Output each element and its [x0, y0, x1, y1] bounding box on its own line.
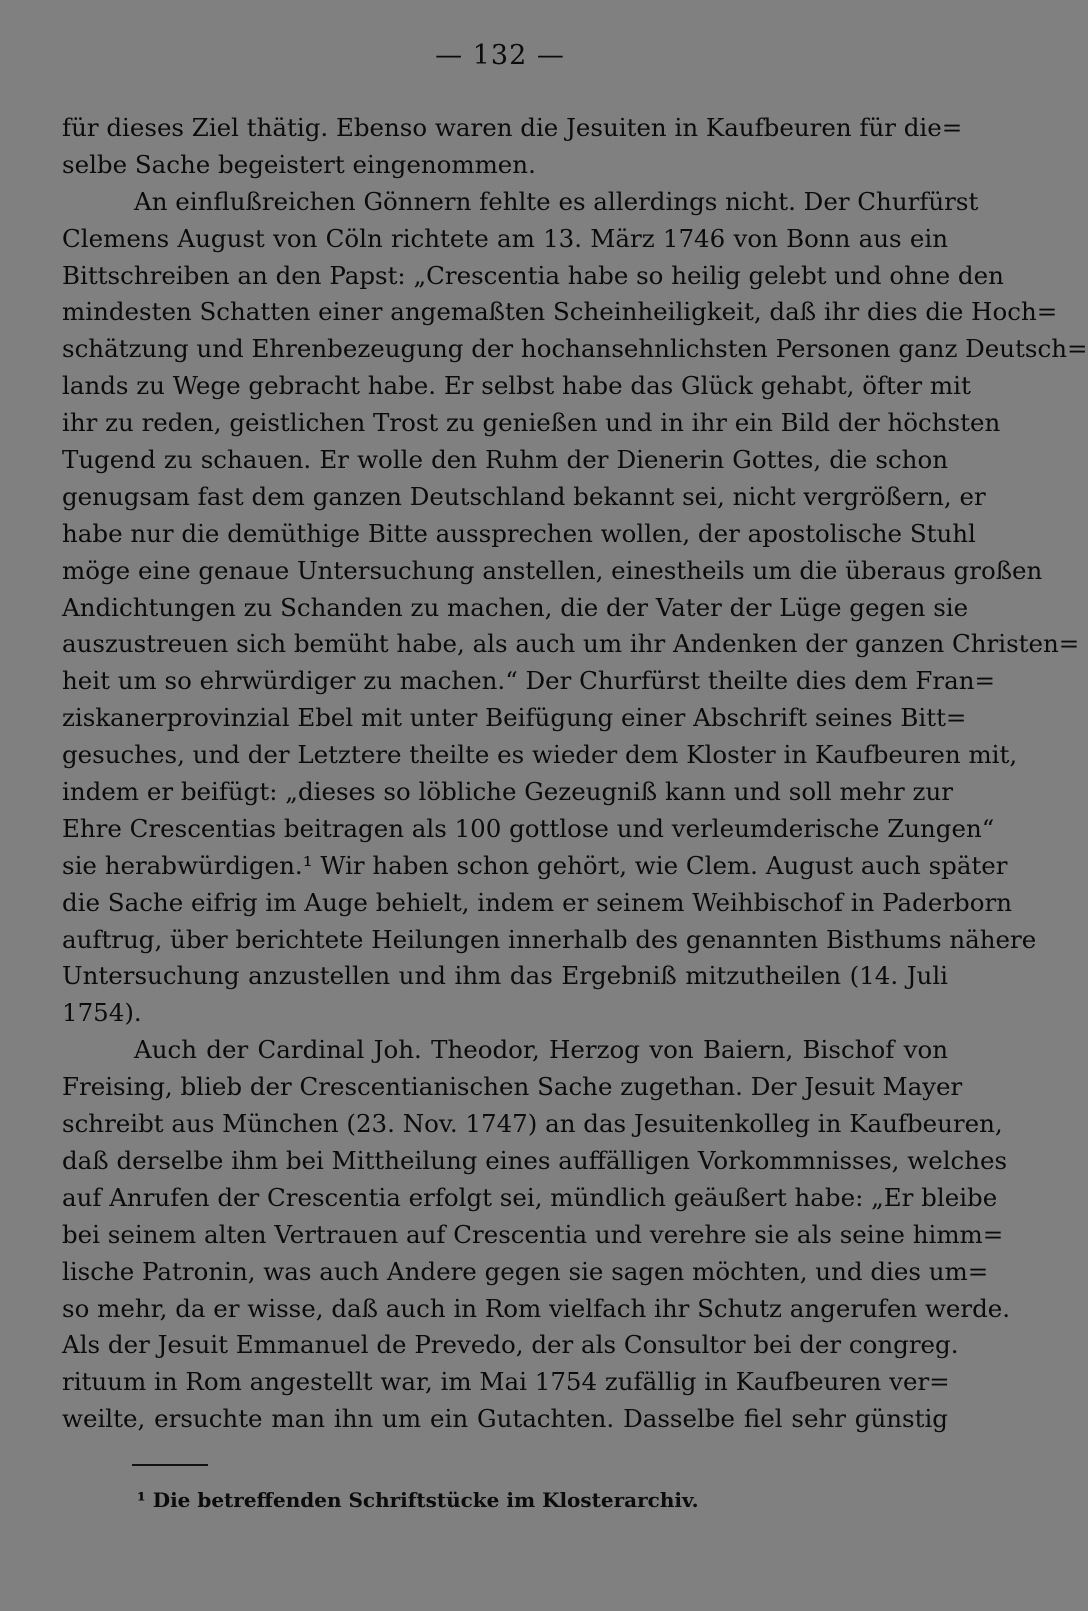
- text-line: auszustreuen sich bemüht habe, als auch um ihr Andenken der ganzen Christen=: [62, 629, 1080, 659]
- text-line: weilte, ersuchte man ihn um ein Gutachten. Dasselbe fiel sehr günstig: [62, 1404, 948, 1434]
- text-line: daß derselbe ihm bei Mittheilung eines auffälligen Vorkommnisses, welches: [62, 1145, 1008, 1175]
- text-line: 1754).: [62, 998, 142, 1028]
- text-line: ihr zu reden, geistlichen Trost zu genießen und in ihr ein Bild der höchsten: [62, 408, 1001, 438]
- body-text: [62, 110, 1088, 1438]
- text-line: auftrug, über berichtete Heilungen innerhalb des genannten Bisthums nähere: [62, 924, 1037, 954]
- text-line: indem er beifügt: „dieses so löbliche Gezeugniß kann und soll mehr zur: [62, 777, 953, 807]
- text-line: habe nur die demüthige Bitte aussprechen wollen, der apostolische Stuhl: [62, 518, 976, 548]
- text-line: lische Patronin, was auch Andere gegen sie sagen möchten, und dies um=: [62, 1256, 989, 1286]
- text-line: gesuches, und der Letztere theilte es wieder dem Kloster in Kaufbeuren mit,: [62, 740, 1018, 770]
- text-line: rituum in Rom angestellt war, im Mai 1754 zufällig in Kaufbeuren ver=: [62, 1367, 950, 1397]
- text-line: auf Anrufen der Crescentia erfolgt sei, mündlich geäußert habe: „Er bleibe: [62, 1182, 998, 1212]
- text-line: Andichtungen zu Schanden zu machen, die der Vater der Lüge gegen sie: [62, 592, 969, 622]
- text-line: ziskanerprovinzial Ebel mit unter Beifügung einer Abschrift seines Bitt=: [62, 703, 967, 733]
- footnote-divider: [132, 1464, 208, 1466]
- text-line: Auch der Cardinal Joh. Theodor, Herzog von Baiern, Bischof von: [134, 1035, 948, 1065]
- text-line: Clemens August von Cöln richtete am 13. März 1746 von Bonn aus ein: [62, 223, 948, 253]
- text-line: heit um so ehrwürdiger zu machen.“ Der Churfürst theilte dies dem Fran=: [62, 666, 996, 696]
- text-line: sie herabwürdigen.¹ Wir haben schon gehört, wie Clem. August auch später: [62, 850, 1008, 880]
- text-line: Bittschreiben an den Papst: „Crescentia habe so heilig gelebt und ohne den: [62, 260, 1004, 290]
- text-line: schreibt aus München (23. Nov. 1747) an das Jesuitenkolleg in Kaufbeuren,: [62, 1109, 1003, 1139]
- text-line: An einflußreichen Gönnern fehlte es allerdings nicht. Der Churfürst: [134, 186, 979, 216]
- footnote: ¹ Die betreffenden Schriftstücke im Klosterarchiv.: [137, 1488, 699, 1512]
- text-line: selbe Sache begeistert eingenommen.: [62, 149, 536, 179]
- text-line: Als der Jesuit Emmanuel de Prevedo, der als Consultor bei der congreg.: [62, 1330, 959, 1360]
- text-line: bei seinem alten Vertrauen auf Crescentia und verehre sie als seine himm=: [62, 1219, 1004, 1249]
- page-number: — 132 —: [435, 40, 565, 71]
- text-line: möge eine genaue Untersuchung anstellen, einestheils um die überaus großen: [62, 555, 1043, 585]
- text-line: genugsam fast dem ganzen Deutschland bekannt sei, nicht vergrößern, er: [62, 481, 986, 511]
- text-line: die Sache eifrig im Auge behielt, indem er seinem Weihbischof in Paderborn: [62, 887, 1012, 917]
- text-line: für dieses Ziel thätig. Ebenso waren die Jesuiten in Kaufbeuren für die=: [62, 113, 963, 142]
- text-line: mindesten Schatten einer angemaßten Scheinheiligkeit, daß ihr dies die Hoch=: [62, 297, 1058, 327]
- text-line: so mehr, da er wisse, daß auch in Rom vielfach ihr Schutz angerufen werde.: [62, 1293, 1011, 1323]
- text-line: Ehre Crescentias beitragen als 100 gottlose und verleumderische Zungen“: [62, 813, 995, 843]
- text-line: lands zu Wege gebracht habe. Er selbst habe das Glück gehabt, öfter mit: [62, 371, 971, 401]
- text-line: schätzung und Ehrenbezeugung der hochansehnlichsten Personen ganz Deutsch=: [62, 334, 1088, 364]
- text-line: Freising, blieb der Crescentianischen Sache zugethan. Der Jesuit Mayer: [62, 1072, 963, 1102]
- text-line: Untersuchung anzustellen und ihm das Ergebniß mitzutheilen (14. Juli: [62, 961, 948, 991]
- text-line: Tugend zu schauen. Er wolle den Ruhm der Dienerin Gottes, die schon: [62, 445, 948, 475]
